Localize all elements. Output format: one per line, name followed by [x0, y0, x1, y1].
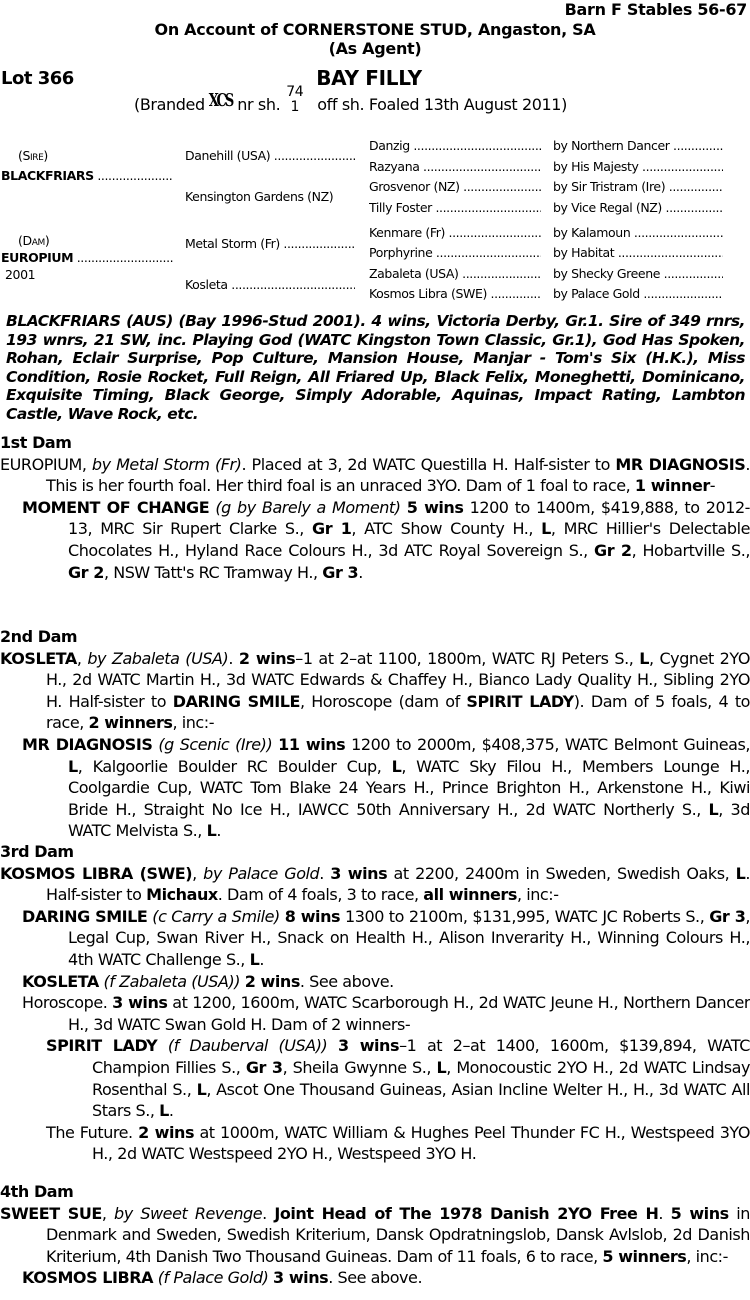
sire-label: (Sire) — [18, 148, 48, 163]
vendor-agent: (As Agent) — [328, 39, 422, 58]
third-dam-section — [0, 841, 750, 1165]
horse-title: BAY FILLY — [316, 66, 422, 90]
brand-mark-icon: XCS — [208, 91, 233, 112]
dam-dam: Kosleta ..... — [185, 277, 355, 292]
gen3-6: Porphyrine ..... — [369, 245, 541, 260]
dam-label: (Dam) — [18, 233, 50, 248]
gen4-6: by Habitat ..... — [553, 245, 723, 260]
produce-kosmos-libra: KOSMOS LIBRA (f Palace Gold) 3 wins. See above. — [22, 1268, 423, 1288]
gen3-1: Danzig ..... — [369, 138, 541, 153]
fraction-bottom: 1 — [290, 98, 300, 115]
barn-location: Barn F Stables 56-67 — [564, 0, 747, 19]
fourth-dam-text: SWEET SUE, by Sweet Revenge. Joint Head of The 1978 Danish 2YO Free H. 5 wins in Denmark and Sweden, Swedish Kriterium, Dansk Opdratningslob, Dansk Avlslob, 2d Danish Kriterium, 4th Danish Two Thousand Guineas. Dam of 11 foals, 6 to race, 5 winners, inc:- — [0, 1203, 750, 1266]
gen4-4: by Vice Regal (NZ) ..... — [553, 200, 723, 215]
brand-suffix: off sh. Foaled 13th August 2011) — [317, 95, 567, 114]
gen3-7: Zabaleta (USA) ..... — [369, 266, 541, 281]
dam-name: EUROPIUM ..... — [1, 250, 173, 265]
third-dam-text: KOSMOS LIBRA (SWE), by Palace Gold. 3 wins at 2200, 2400m in Sweden, Swedish Oaks, L. Half-sister to Michaux. Dam of 4 foals, 3 to race, all winners, inc:- — [0, 863, 750, 905]
produce-the-future: The Future. 2 wins at 1000m, WATC William & Hughes Peel Thunder FC H., Westspeed 3YO H., 2d WATC Westspeed 2YO H., Westspeed 3YO H. — [46, 1122, 750, 1164]
vendor-account: On Account of CORNERSTONE STUD, Angaston, SA — [154, 20, 596, 39]
brand-mid: nr sh. — [237, 95, 281, 114]
produce-mr-diagnosis: MR DIAGNOSIS (g Scenic (Ire)) 11 wins 1200 to 2000m, $408,375, WATC Belmont Guineas, L, Kalgoorlie Boulder RC Boulder Cup, L, WATC Sky Filou H., Members Lounge H., Coolgardie Cup, WATC Tom Blake 24 Years H., Prince Brighton H., Arkenstone H., Kiwi Bride H., Straight No Ice H., IAWCC 50th Anniversary H., 2d WATC Northerly S., L, 3d WATC Melvista S., L. — [22, 734, 750, 841]
dam-year: 2001 — [5, 267, 36, 282]
produce-moment-of-change: MOMENT OF CHANGE (g by Barely a Moment) 5 wins 1200 to 1400m, $419,888, to 2012-13, MRC Sir Rupert Clarke S., Gr 1, ATC Show County H., L, MRC Hillier's Delectable Chocolates H., Hyland Race Colours H., 3d ATC Royal Sovereign S., Gr 2, Hobartville S., Gr 2, NSW Tatt's RC Tramway H., Gr 3. — [22, 497, 750, 582]
gen4-5: by Kalamoun ..... — [553, 225, 723, 240]
gen4-8: by Palace Gold ..... — [553, 286, 723, 301]
produce-daring-smile: DARING SMILE (c Carry a Smile) 8 wins 1300 to 2100m, $131,995, WATC JC Roberts S., Gr 3, Legal Cup, Swan River H., Snack on Health H., Alison Inverarity H., Winning Colours H., 4th WATC Challenge S., L. — [22, 906, 750, 969]
fraction-top: 74 — [286, 83, 304, 100]
third-dam-heading: 3rd Dam — [0, 842, 74, 861]
sire-sire: Danehill (USA) ..... — [185, 148, 355, 163]
gen4-3: by Sir Tristram (Ire) ..... — [553, 179, 723, 194]
brand-foaling-line — [134, 83, 567, 115]
fourth-dam-section — [0, 1181, 750, 1289]
sire-summary: BLACKFRIARS (AUS) (Bay 1996-Stud 2001). 4 wins, Victoria Derby, Gr.1. Sire of 349 rnrs, 193 wnrs, 21 SW, inc. Playing God (WATC Kingston Town Classic, Gr.1), God Has Spoken, Rohan, Eclair Surprise, Pop Culture, Mansion House, Manjar - Tom's Six (H.K.), Miss Condition, Rosie Rocket, Full Reign, All Friared Up, Black Felix, Moneghetti, Dominicano, Exquisite Timing, Black George, Simply Adorable, Aquinas, Impact Rating, Lambton Castle, Wave Rock, etc. — [6, 312, 745, 423]
sire-dam: Kensington Gardens (NZ) — [185, 189, 334, 204]
produce-spirit-lady: SPIRIT LADY (f Dauberval (USA)) 3 wins–1 at 2–at 1400, 1600m, $139,894, WATC Champion Fillies S., Gr 3, Sheila Gwynne S., L, Monocoustic 2YO H., 2d WATC Lindsay Rosenthal S., L, Ascot One Thousand Guineas, Asian Incline Welter H., H., 3d WATC All Stars S., L. — [46, 1036, 750, 1121]
first-dam-text: EUROPIUM, by Metal Storm (Fr). Placed at 3, 2d WATC Questilla H. Half-sister to MR DIAGNOSIS. This is her fourth foal. Her third foal is an unraced 3YO. Dam of 1 foal to race, 1 winner- — [0, 454, 750, 496]
brand-fraction — [286, 85, 303, 115]
first-dam-heading: 1st Dam — [0, 433, 72, 452]
gen4-7: by Shecky Greene ..... — [553, 266, 723, 281]
gen4-2: by His Majesty ..... — [553, 159, 723, 174]
gen3-4: Tilly Foster ..... — [369, 200, 541, 215]
dam-sire: Metal Storm (Fr) ..... — [185, 236, 355, 251]
gen3-8: Kosmos Libra (SWE) ..... — [369, 286, 541, 301]
fourth-dam-heading: 4th Dam — [0, 1182, 74, 1201]
second-dam-text: KOSLETA, by Zabaleta (USA). 2 wins–1 at 2–at 1100, 1800m, WATC RJ Peters S., L, Cygnet 2YO H., 2d WATC Martin H., 3d WATC Edwards & Chaffey H., Bianco Lady Quality H., Sibling 2YO H. Half-sister to DARING SMILE, Horoscope (dam of SPIRIT LADY). Dam of 5 foals, 4 to race, 2 winners, inc:- — [0, 648, 750, 733]
sire-name: BLACKFRIARS ..... — [1, 168, 173, 183]
second-dam-heading: 2nd Dam — [0, 627, 78, 646]
produce-horoscope: Horoscope. 3 wins at 1200, 1600m, WATC Scarborough H., 2d WATC Jeune H., Northern Dancer H., 3d WATC Swan Gold H. Dam of 2 winners- — [22, 993, 750, 1034]
gen3-5: Kenmare (Fr) ..... — [369, 225, 541, 240]
gen3-2: Razyana ..... — [369, 159, 541, 174]
lot-number: Lot 366 — [1, 68, 74, 89]
second-dam-section — [0, 626, 750, 842]
brand-prefix: (Branded — [134, 95, 205, 114]
produce-kosleta: KOSLETA (f Zabaleta (USA)) 2 wins. See above. — [22, 971, 394, 991]
gen3-3: Grosvenor (NZ) ..... — [369, 179, 541, 194]
gen4-1: by Northern Dancer ..... — [553, 138, 723, 153]
first-dam-section — [0, 432, 750, 583]
